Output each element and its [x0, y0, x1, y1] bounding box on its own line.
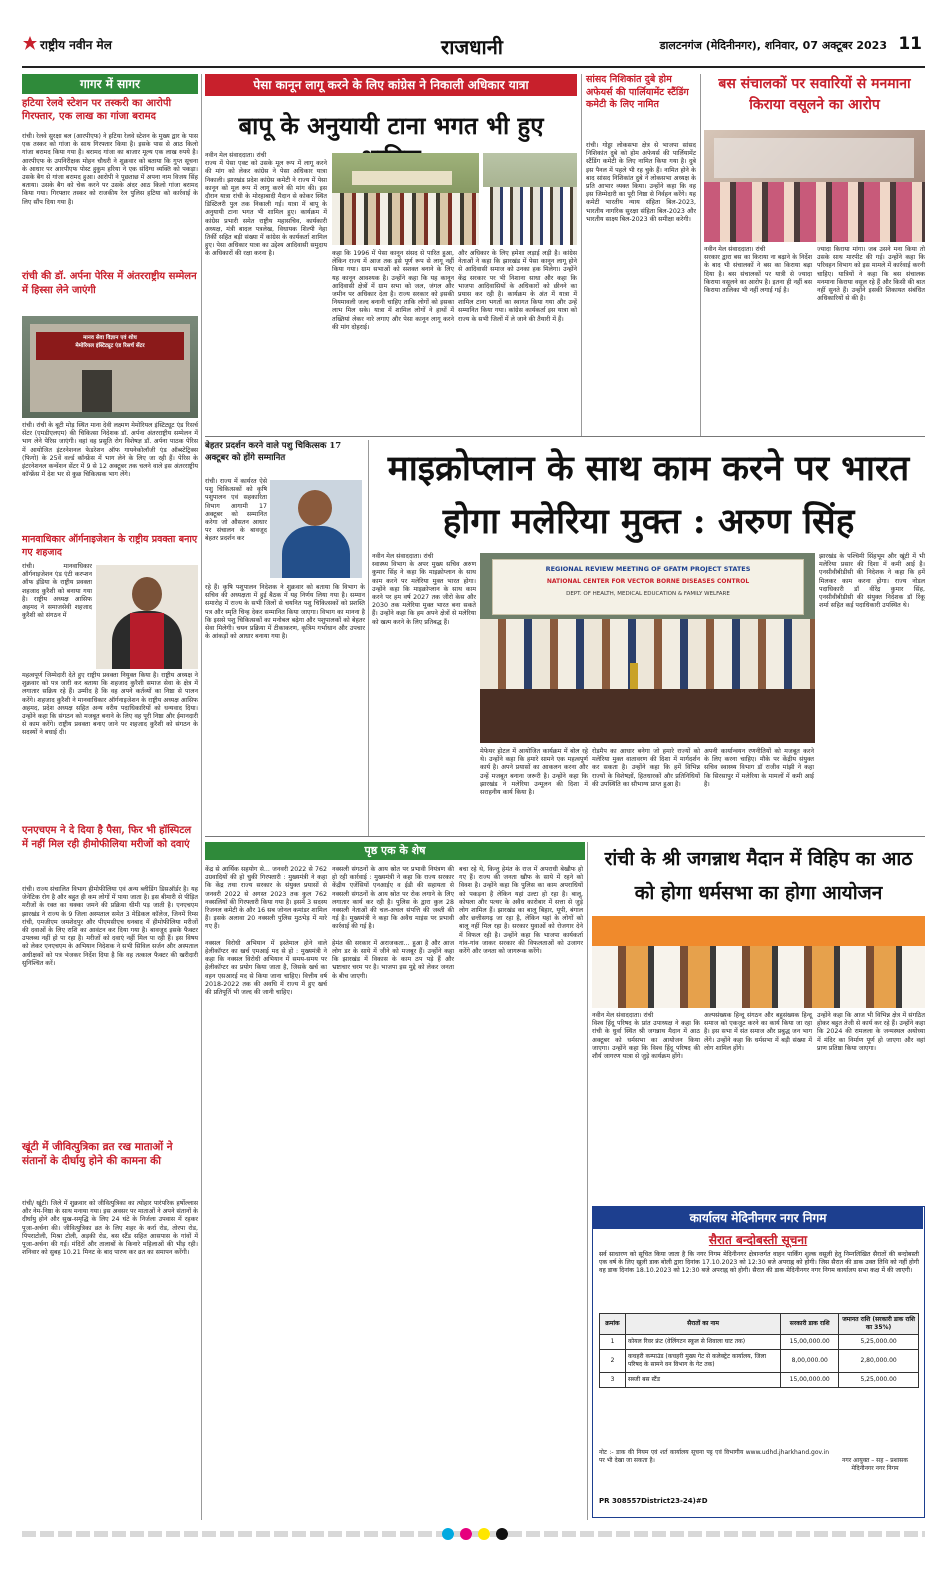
- right-divider-a: [581, 74, 582, 436]
- notice-box: [592, 1206, 925, 1518]
- col1-story3-photo: [96, 565, 198, 669]
- row-serial: 1: [600, 1335, 626, 1350]
- col1-story3-body: महत्वपूर्ण जिम्मेदारी देते हुए राष्ट्रीय प्रवक्ता नियुक्त किया है। राष्ट्रीय अध्यक्ष ने शुक्रवार को पत्र जारी कर बताया कि शहजाद कुरैशी समाज सेवा के क्षेत्र में लगातार सक्रिय रहे हैं। उम्मीद है कि वह अपने कर्तव्यों का निष्ठा से पालन करेंगे। शहजाद कुरैशी ने मानवाधिकार ऑर्गनाइजेशन के राष्ट्रीय अध्यक्ष आसिफ अहमद, प्रदेश अध्यक्ष सहित अन्य वरीय पदाधिकारियों को धन्यवाद दिया। उन्होंने कहा कि संगठन को मजबूत बनाने के लिए वह पूरी निष्ठा और ईमानदारी से काम करेंगे। राष्ट्रीय प्रवक्ता बनाए जाने पर शहजाद कुरैशी को संगठन के सदस्यों ने बधाई दी।: [22, 672, 198, 737]
- photo-signboard-text: मानव सेवा विज्ञान एवं शोध मेमोरियल इंस्टिट्यूट एंड रिसर्च सेंटर: [75, 335, 145, 349]
- row-serial: 2: [600, 1350, 626, 1373]
- lead-headline: माइक्रोप्लान के साथ काम करने पर भारत होगा मलेरिया मुक्त : अरुण सिंह: [387, 448, 910, 542]
- photo-bus-window: [714, 138, 914, 178]
- center-top-body-a: नवीन मेल संवाददाता। रांची राज्य में पेसा एक्ट को उसके मूल रूप में लागू करने की मांग को लेकर कांग्रेस ने पेसा अधिकार यात्रा निकाली। झारखंड प्रदेश कांग्रेस कमेटी ने राज्य में पेसा कानून को मूल रूप में लागू करने की मांग की। इस दौरान यात्रा रांची के मोरहाबादी मैदान से कोकर स्थित डिस्टिलरी पुल तक निकाली गई। यात्रा में बापू के अनुयायी टाना भगत भी शामिल हुए। कार्यक्रम में कांग्रेस प्रभारी समेत राष्ट्रीय महासचिव, कार्यकारी अध्यक्ष, मंत्री बादल पत्रलेख, विधायक शिल्पी नेहा तिर्की सहित बड़ी संख्या में कांग्रेस के कार्यकर्ता शामिल हुए। पेसा अधिकार यात्रा का उद्देश्य आदिवासी समुदाय के अधिकारों की रक्षा करना है।: [205, 152, 327, 258]
- center-mid-body-b: रहे हैं। कृषि पशुपालन निदेशक ने शुक्रवार को बताया कि विभाग के सचिव की अध्यक्षता में हुई बैठक में यह निर्णय लिया गया है। सम्मान समारोह में राज्य के सभी जिलों से चयनित पशु चिकित्सकों को प्रशस्ति पत्र और स्मृति चिन्ह देकर सम्मानित किया जाएगा। विभाग का मानना है कि इससे पशु चिकित्सकों का मनोबल बढ़ेगा और पशुपालकों को बेहतर सेवा मिलेगी। चयन प्रक्रिया में टीकाकरण, कृत्रिम गर्भाधान और उपचार के आंकड़ों को आधार बनाया गया है।: [205, 584, 365, 641]
- masthead-emblem-icon: [22, 35, 38, 51]
- center-mid-photo: [270, 480, 362, 578]
- vhp-body-a: नवीन मेल संवाददाता। रांची विश्व हिंदू परिषद के प्रांत उपाध्यक्ष ने कहा कि रांची के धुर्वा स्थित श्री जगन्नाथ मैदान में आठ अक्टूबर को धर्मसभा का आयोजन किया जाएगा। उन्होंने कहा कि विश्व हिंदू परिषद की शौर्य जागरण यात्रा से जुड़े कार्यक्रम होंगे।: [592, 1012, 700, 1061]
- col1-story3-lead: रांची। मानवाधिकार ऑर्गनाइजेशन एंड एंटी करप्शन ऑफ इंडिया के राष्ट्रीय प्रवक्ता शहजाद कुरैशी को बनाया गया है। राष्ट्रीय अध्यक्ष आसिफ अहमद ने समाजसेवी शहजाद कुरैशी को संगठन में: [22, 563, 92, 620]
- lead-bottom-rule: [205, 836, 925, 837]
- notice-intro: सर्व साधारण को सूचित किया जाता है कि नगर निगम मेदिनीनगर क्षेत्रान्तर्गत वाहन पार्किंग शुल्क वसूली हेतु निम्नलिखित सैरातों की बन्दोबस्ती एक वर्ष के लिए खुली डाक बोली द्वारा दिनांक 17.10.2023 को 12:30 बजे अपराह्न को होगी। जिस सैरात की डाक उक्त तिथि को नहीं होगी वह डाक दिनांक 18.10.2023 को 12:30 बजे अपराह्न को होगी। सैरात की डाक मेदिनीनगर नगर निगम कार्यालय सभा कक्ष में की जाएगी।: [599, 1251, 919, 1275]
- row-name: कोयल रिवर फ्रंट (वेलिंगटन स्कूल से शिवाला घाट तक): [625, 1335, 780, 1350]
- header-bid: सरकारी डाक राशि: [781, 1314, 839, 1335]
- right-top-bottom-rule: [372, 436, 925, 437]
- center-mid-body-a: रांची। राज्य में कार्यरत ऐसे पशु चिकित्सकों को कृषि पशुपालन एवं सहकारिता विभाग आगामी 17 अक्टूबर को सम्मानित करेगा जो औसतन आधार पर संचालन के बावजूद बेहतर प्रदर्शन कर: [205, 478, 267, 543]
- photo-backdrop: [592, 916, 925, 950]
- photo-scarf: [130, 613, 164, 669]
- lead-photo: [480, 553, 815, 743]
- col1-story3-headline: मानवाधिकार ऑर्गनाइजेशन के राष्ट्रीय प्रवक्ता बनाए गए शहजाद: [22, 534, 198, 558]
- lead-body-e: झारखंड के पश्चिमी सिंहभूम और खूंटी में भी मलेरिया प्रसार की दिशा में कमी आई है। एनसीवीबीडीसी की निदेशक ने कहा कि हमें मिलकर काम करना होगा। राज्य नोडल पदाधिकारी डॉ वीरेंद्र कुमार सिंह, एनसीवीबीडीसी की संयुक्त निदेशक डॉ रिंकू शर्मा सहित कई पदाधिकारी उपस्थित थे।: [819, 553, 925, 610]
- reg-mark-black: [496, 1528, 508, 1540]
- row-bid: 15,00,000.00: [781, 1335, 839, 1350]
- right-story1-body: रांची। गोड्डा लोकसभा क्षेत्र से भाजपा सांसद निशिकांत दुबे को होम अफेयर्स की पार्लियामेंट स्टैंडिंग कमेटी के लिए नामित किया गया है। दुबे इस पैनल में पहले भी रह चुके हैं। नामित होने के बाद सांसद निशिकांत दुबे ने लोकसभा अध्यक्ष के प्रति आभार व्यक्त किया। उन्होंने कहा कि वह इस जिम्मेदारी का पूरी निष्ठा से निर्वहन करेंगे। यह कमेटी भारतीय न्याय संहिता बिल-2023, भारतीय नागरिक सुरक्षा संहिता बिल-2023 और भारतीय साक्ष्य बिल-2023 की समीक्षा करेगी।: [586, 142, 696, 223]
- col1-story4-body: रांची। राज्य संचालित विभाग हीमोफीलिया एवं अन्य ब्लीडिंग डिसऑर्डर है। यह जेनेटिक रोग है और बहुत ही कम लोगों में पाया जाता है। इस बीमारी से पीड़ित मरीजों के रक्त का थक्का जमने की प्रक्रिया धीमी पड़ जाती है। एनएचएम झारखंड ने राज्य के 9 जिला अस्पताल समेत 3 मेडिकल कॉलेज, जिनमें रिम्स रांची, एमजीएम जमशेदपुर और पीएमसीएच धनबाद में हीमोफीलिया मरीजों की दवाओं के लिए राशि का आवंटन कर दिया गया है। बावजूद इसके फैक्टर उपलब्ध नहीं हो पा रहा है। मरीजों को दवाएं नहीं मिल पा रही हैं। इस विषय को लेकर एनएचएम के अभियान निदेशक ने सभी सिविल सर्जन और अस्पताल अधीक्षकों को पत्र भेजकर निर्देश दिया है कि वह तत्काल फैक्टर की खरीदारी सुनिश्चित करें।: [22, 886, 198, 967]
- page-number: 11: [898, 34, 922, 54]
- photo-crowd-people: [332, 193, 479, 245]
- continuations-col2: नक्सली संगठनों के आय स्रोत पर प्रभावी नियंत्रण की हो रही कार्रवाई : मुख्यमंत्री ने कहा कि राज्य सरकार केंद्रीय एजेंसियों एनआईए व ईडी की सहायता से नक्सली संगठनों के आय स्रोत पर रोक लगाने के लिए लगातार कार्य कर रही है। पुलिस के द्वारा कुल 28 नक्सली नेताओं की चल-अचल संपत्ति की जब्ती की गई है। मुख्यमंत्री ने कहा कि अवैध माइंस पर प्रभावी कार्रवाई की गई है। हेमंत की सरकार में अराजकता... हुआ है और आज लोग डर के साये में जीने को मजबूर हैं। उन्होंने कहा कि झारखंड में विकास के काम ठप पड़े हैं और भ्रष्टाचार चरम पर है। भाजपा इस मुद्दे को लेकर जनता के बीच जाएगी।: [332, 866, 454, 980]
- col1-story1-headline: हटिया रेलवे स्टेशन पर तस्करी का आरोपी गिरफ्तार, एक लाख का गांजा बरामद: [22, 98, 172, 122]
- row-deposit: 5,25,000.00: [839, 1373, 919, 1388]
- photo-banner-line1: REGIONAL REVIEW MEETING OF GFATM PROJECT STATES: [545, 565, 751, 573]
- header-serial: क्रमांक: [600, 1314, 626, 1335]
- vhp-headline: रांची के श्री जगन्नाथ मैदान में विहिप का आठ को होगा धर्मसभा का होगा आयोजन: [604, 848, 913, 904]
- masthead-logo: राष्ट्रीय नवीन मेल: [40, 38, 112, 52]
- notice-title: सैरात बन्दोबस्ती सूचना: [708, 1233, 808, 1247]
- notice-table-header: [600, 1314, 919, 1335]
- center-top-body-b: कहा कि 1996 में पेसा कानून संसद से पारित हुआ, लेकिन राज्य में आज तक इसे पूर्ण रूप से लागू नहीं किया गया। ग्राम सभाओं को सशक्त बनाने के लिए यह कानून आवश्यक है। उन्होंने कहा कि यह कानून आदिवासी क्षेत्रों में ग्राम सभा को जल, जंगल और जमीन पर अधिकार देता है। राज्य सरकार को इसकी नियमावली जल्द बनानी चाहिए ताकि लोगों को इसका लाभ मिल सके। यात्रा में शामिल लोगों ने हाथों में तख्तियां लेकर नारे लगाए और पेसा कानून लागू करने की मांग दोहराई।: [332, 250, 454, 331]
- right-story2-body-b: ज्यादा किराया मांगा। जब उसने मना किया तो उसके साथ मारपीट की गई। उन्होंने कहा कि परिवहन विभाग को इस मामले में कार्रवाई करनी चाहिए। यात्रियों ने कहा कि बस संचालक मनमाना किराया वसूल रहे हैं और किसी की बात नहीं सुनते हैं। उन्होंने इसकी शिकायत संबंधित अधिकारियों से की है।: [817, 246, 925, 303]
- center-top-headline: बापू के अनुयायी टाना भगत भी हुए: [238, 111, 544, 140]
- reg-mark-yellow: [478, 1528, 490, 1540]
- photo-head: [132, 577, 162, 611]
- photo-speakers: [592, 946, 925, 1008]
- right-divider-b: [700, 74, 701, 436]
- section-title: राजधानी: [441, 35, 503, 59]
- strip-bar: [22, 1531, 925, 1537]
- continuations-right-rule: [587, 842, 588, 1520]
- notice-office: कार्यालय मेदिनीनगर नगर निगम: [593, 1207, 923, 1229]
- photo-table: [480, 689, 815, 743]
- photo-person-head: [298, 490, 332, 526]
- header-name: सैरातों का नाम: [625, 1314, 780, 1335]
- photo-bus-passengers: [704, 182, 925, 242]
- lead-body-c: रोडमैप का आधार बनेगा जो हमारे राज्यों को मलेरिया मुक्त वातावरण की दिशा में मार्गदर्शन कर सकता है। उन्होंने कहा कि हमें विभिन्न राज्यों के विशेषज्ञों, हितधारकों और प्रतिनिधियों की उपस्थिति का सौभाग्य प्राप्त हुआ है।: [592, 748, 700, 788]
- reg-mark-cyan: [442, 1528, 454, 1540]
- col1-story5-body: रांची/ खूंटी। जिले में शुक्रवार को जीवित्पुत्रिका का त्योहार पारंपरिक हर्षोल्लास और नेम-निष्ठा के साथ मनाया गया। इस अवसर पर माताओं ने अपने संतानों के दीर्घायु होने और सुख-समृद्धि के लिए 24 घंटे के निर्जला उपवास में रहकर पूजा-अर्चना की। जीवित्पुत्रिका व्रत के लिए शहर के कर्रा रोड, तोरपा रोड, पिपराटोली, मिश्रा टोली, अड़की रोड, बस स्टैंड सहित आसपास के गांवों में पूजा-अर्चना की गई। मंदिरों और तालाबों के किनारे महिलाओं की भीड़ रही। शनिवार को सुबह 10.21 मिनट के बाद पारण कर व्रत का समापन करेंगी।: [22, 1200, 198, 1257]
- lead-body-a: नवीन मेल संवाददाता। रांची स्वास्थ्य विभाग के अपर मुख्य सचिव अरुण कुमार सिंह ने कहा कि माइक्रोप्लान के साथ काम करने पर मलेरिया मुक्त भारत होगा। उन्होंने कहा कि माइक्रोप्लान के साथ काम करने पर हम वर्ष 2027 तक जीरो केस और 2030 तक मलेरिया मुक्त भारत बना सकते हैं। उन्होंने कहा कि हम अपने क्षेत्रों से मलेरिया को खत्म करने के लिए प्रतिबद्ध हैं।: [372, 553, 476, 626]
- center-mid-kicker: बेहतर प्रदर्शन करने वाले पशु चिकित्सक 17 अक्टूबर को होंगे सम्मानित: [205, 441, 342, 463]
- center-top-body-c: और अधिकार के लिए हमेशा लड़ाई लड़ी है। कांग्रेस नेताओं ने कहा कि झारखंड में पेसा कानून लागू होने से आदिवासी समाज को उनका हक मिलेगा। उन्होंने केंद्र सरकार पर भी निशाना साधा और कहा कि भाजपा आदिवासियों के अधिकारों को छीनने का प्रयास कर रही है। कार्यक्रम के अंत में यात्रा में शामिल टाना भगतों का स्वागत किया गया और उन्हें सम्मानित किया गया। कांग्रेस कार्यकर्ता इस यात्रा को राज्य के सभी जिलों में ले जाने की तैयारी में हैं।: [458, 250, 577, 323]
- photo-banner-line3: DEPT. OF HEALTH, MEDICAL EDUCATION & FAMILY WELFARE: [566, 591, 730, 597]
- col1-story5-headline: खूंटी में जीवित्पुत्रिका व्रत रख माताओं ने संतानों के दीर्घायु होने की कामना की: [22, 1141, 173, 1167]
- photo-banner-line2: NATIONAL CENTER FOR VECTOR BORNE DISEASES CONTROL: [546, 578, 750, 585]
- registration-strip: [22, 1528, 925, 1540]
- continuations-col1: केंद्र से आर्थिक सहयोग से... जनवरी 2022 से 762 उग्रवादियों की हो चुकी गिरफ्तारी : मुख्यमंत्री ने कहा कि केंद्र तथा राज्य सरकार के संयुक्त प्रयासों से जनवरी 2022 से अगस्त 2023 तक कुल 762 नक्सलियों की गिरफ्तारी किया गया है। इसमें 3 सदस्य रिजनल कमेटी के और 16 सब जोनल कमांडर शामिल हैं। इसके अलावा 20 नक्सली पुलिस मुठभेड़ में मारे गए हैं। नक्सल विरोधी अभियान में इस्तेमाल होने वाले हेलीकॉप्टर का खर्च एमआई मद से हो : मुख्यमंत्री ने कहा कि नक्सल विरोधी अभियान में समय-समय पर हेलीकॉप्टर का प्रयोग किया जाता है, जिसके खर्च का वहन एसआरई मद से किया जाना चाहिए। वित्तीय वर्ष 2018-2022 तक की अवधि में राज्य में हुए खर्च की प्रतिपूर्ति भी जल्द की जानी चाहिए।: [205, 866, 327, 997]
- notice-note: नोट :- डाक की नियम एवं शर्त कार्यालय सूचना पट्ट एवं विभागीय www.udhd.jharkhand.gov.in पर भी देखा जा सकता है।: [599, 1449, 829, 1465]
- center-top-photo-march: [483, 153, 577, 245]
- header-deposit: जमानत राशि (सरकारी डाक राशि का 35%): [839, 1314, 919, 1335]
- table-row: [600, 1373, 919, 1388]
- row-deposit: 5,25,000.00: [839, 1335, 919, 1350]
- table-row: [600, 1350, 919, 1373]
- col1-story4-headline: एनएचएम ने दे दिया है पैसा, फिर भी हॉस्पिटल में नहीं मिल रही हीमोफीलिया मरीजों को दवाएं: [22, 825, 192, 850]
- photo-march-people: [483, 187, 577, 245]
- notice-table: [599, 1313, 919, 1388]
- row-name: सब्जी बस स्टैंड: [625, 1373, 780, 1388]
- right-story2-body-a: नवीन मेल संवाददाता। रांची सरकार द्वारा बस का किराया ना बढ़ाने के निर्देश के बाद भी संचालकों ने बस का किराया बढ़ा दिया है। बस संचालकों पर यात्री से ज्यादा किराया वसूलने का आरोप है। इतना ही नहीं बस किराया तालिका भी नहीं लगाई गई है।: [704, 246, 812, 295]
- vhp-body-c: उन्होंने कहा कि आज भी विभिन्न क्षेत्र में संगठित होकर बहुत तेजी से कार्य कर रहे हैं। उन्होंने कहा कि 2024 की रामलला के जन्मस्थल अयोध्या में मंदिर का निर्माण पूर्ण हो जाएगा और वहां प्राण प्रतिष्ठा किया जाएगा।: [817, 1012, 925, 1052]
- photo-person-body: [282, 526, 350, 578]
- vhp-photo: [592, 916, 925, 1008]
- col1-story1-body: रांची। रेलवे सुरक्षा बल (आरपीएफ) ने हटिया रेलवे स्टेशन के मुख्य द्वार के पास एक तस्कर को गांजा के साथ गिरफ्तार किया है। इसके पास से आठ किलो गांजा बरामद किया गया है। बरामद गांजा का बाजार मूल्य एक लाख रुपये है। आरपीएफ के उपनिरीक्षक मोहन चौधरी ने शुक्रवार को बताया कि गुप्त सूचना के आधार पर आरपीएफ पोस्ट हुकुम हरिया ने एक संदिग्ध व्यक्ति को पकड़ा। उसके बैग से गांजा बरामद हुआ। आरोपी ने पूछताछ में अपना नाम विजय सिंह बताया। उसके बैग को चेक करने पर उसके अंदर आठ किलो गांजा बरामद किया गया। गिरफ्तार तस्कर को राजकीय रेल पुलिस हटिया को कार्रवाई के लिए सौंप दिया गया है।: [22, 133, 198, 206]
- photo-dignitaries: [480, 619, 815, 689]
- col1-story2-headline: रांची की डॉ. अर्पना पेरिस में अंतरराष्ट्रीय सम्मेलन में हिस्सा लेने जाएंगी: [22, 271, 197, 296]
- col1-divider: [201, 74, 202, 1520]
- row-deposit: 2,80,000.00: [839, 1350, 919, 1373]
- lead-body-b: मेफेयर होटल में आयोजित कार्यक्रम में बोल रहे थे। उन्होंने कहा कि हमारे सामने एक महत्वपूर्ण कार्य है। अपने प्रयासों का आकलन करना और उन्हें मजबूत बनाना जरूरी है। उन्होंने कहा कि झारखंड ने मलेरिया उन्मूलन की दिशा में सराहनीय कार्य किया है।: [480, 748, 588, 797]
- row-bid: 15,00,000.00: [781, 1373, 839, 1388]
- col1-story2-photo: [22, 316, 198, 418]
- row-name: कचहरी कम्पाउंड (कचहरी मुख्य गेट से कलेक्ट्रेट कार्यालय, जिला परिषद के सामने वन विभाग के गेट तक): [625, 1350, 780, 1373]
- right-story2-headline: बस संचालकों पर सवारियों से मनमाना किराया वसूलने का आरोप: [718, 76, 911, 113]
- row-serial: 3: [600, 1373, 626, 1388]
- photo-crowd-banner: [352, 171, 452, 185]
- notice-pr-code: PR 308557District23-24)#D: [599, 1497, 708, 1505]
- right-story1-headline: सांसद निशिकांत दुबे होम अफेयर्स की पार्लियामेंट स्टैंडिंग कमेटी के लिए नामित: [586, 74, 689, 110]
- lead-body-d: अपनी कार्यान्वयन रणनीतियों को मजबूत करने के लिए करना चाहिए। मौके पर केंद्रीय संयुक्त सचिव स्वास्थ्य विभाग डॉ राजीव मांझी ने कहा कि सिरसापुर में मलेरिया के मामलों में कमी आई है।: [704, 748, 814, 788]
- dateline: डालटनगंज (मेदिनीनगर), शनिवार, 07 अक्टूबर 2023: [659, 39, 887, 52]
- continuations-col3: बचा रहे थे, किन्तु हेमंत के राज में अपराधी बेखौफ हो गए हैं। राज्य की जनता खौफ के साये में रहने को विवश है। उन्होंने कहा कि पुलिस का काम अपराधियों को पकड़ना है लेकिन यहां उल्टा हो रहा है। बालू, कोयला और पत्थर के अवैध कारोबार में सत्ता से जुड़े लोग शामिल हैं। झारखंड का बालू बिहार, यूपी, बंगाल और छत्तीसगढ़ जा रहा है, लेकिन यहां के लोगों को बालू नहीं मिल रहा है। सरकार युवाओं को रोजगार देने में विफल रही है। उन्होंने कहा कि भाजपा कार्यकर्ता गांव-गांव जाकर सरकार की विफलताओं को उजागर करेंगे और जनता को जागरूक करेंगे।: [459, 866, 583, 956]
- masthead: [22, 28, 925, 70]
- col1-story2-body: रांची। रांची के बूटी मोड़ स्थित माना देवी लक्ष्मण मेमोरियल इंस्टिट्यूट एंड रिसर्च सेंटर (एमडीएलएम) की चिकित्सा निदेशक डॉ. अर्पना अंतरराष्ट्रीय सम्मेलन में भाग लेने पेरिस जाएंगी। वहां वह प्रसूति रोग विशेषज्ञ डॉ. अर्पना पाठक पेरिस में आयोजित इंटरनेशनल फेडरेशन ऑफ गायनेकोलॉजी एंड ऑब्स्टेट्रिक्स (फिगो) के 25वें वर्ल्ड कॉन्फ्रेंस में भाग लेने के लिए जा रही हैं। पेरिस के इंटरनेशनल कन्वेंशन सेंटर में 9 से 12 अक्टूबर तक चलने वाले इस अंतरराष्ट्रीय कॉन्फ्रेंस में देश भर से कुछ चिकित्सक भाग लेंगे।: [22, 422, 198, 479]
- center-top-kicker: पेसा कानून लागू करने के लिए कांग्रेस ने निकाली अधिकार यात्रा: [205, 74, 577, 96]
- row-bid: 8,00,000.00: [781, 1350, 839, 1373]
- notice-signer: नगर आयुक्त – सह – प्रशासक मेदिनीनगर नगर निगम: [842, 1457, 908, 1473]
- col1-banner: गागर में सागर: [22, 74, 198, 94]
- reg-mark-magenta: [460, 1528, 472, 1540]
- continuations-banner: पृष्ठ एक के शेष: [205, 842, 585, 860]
- center-top-photo-crowd: [332, 153, 479, 245]
- center-mid-divider: [368, 440, 369, 836]
- right-story2-photo: [704, 130, 925, 242]
- masthead-rule: [22, 66, 925, 68]
- vhp-body-b: अल्पसंख्यक हिन्दू संगठन और बहुसंख्यक हिन्दू समाज को एकजुट करने का कार्य किया जा रहा है। इस सभा में संत समाज और प्रबुद्ध जन भाग लेंगे। उन्होंने कहा कि धर्मसभा में बड़ी संख्या में लोग शामिल होंगे।: [704, 1012, 812, 1052]
- photo-door: [82, 370, 112, 412]
- table-row: [600, 1335, 919, 1350]
